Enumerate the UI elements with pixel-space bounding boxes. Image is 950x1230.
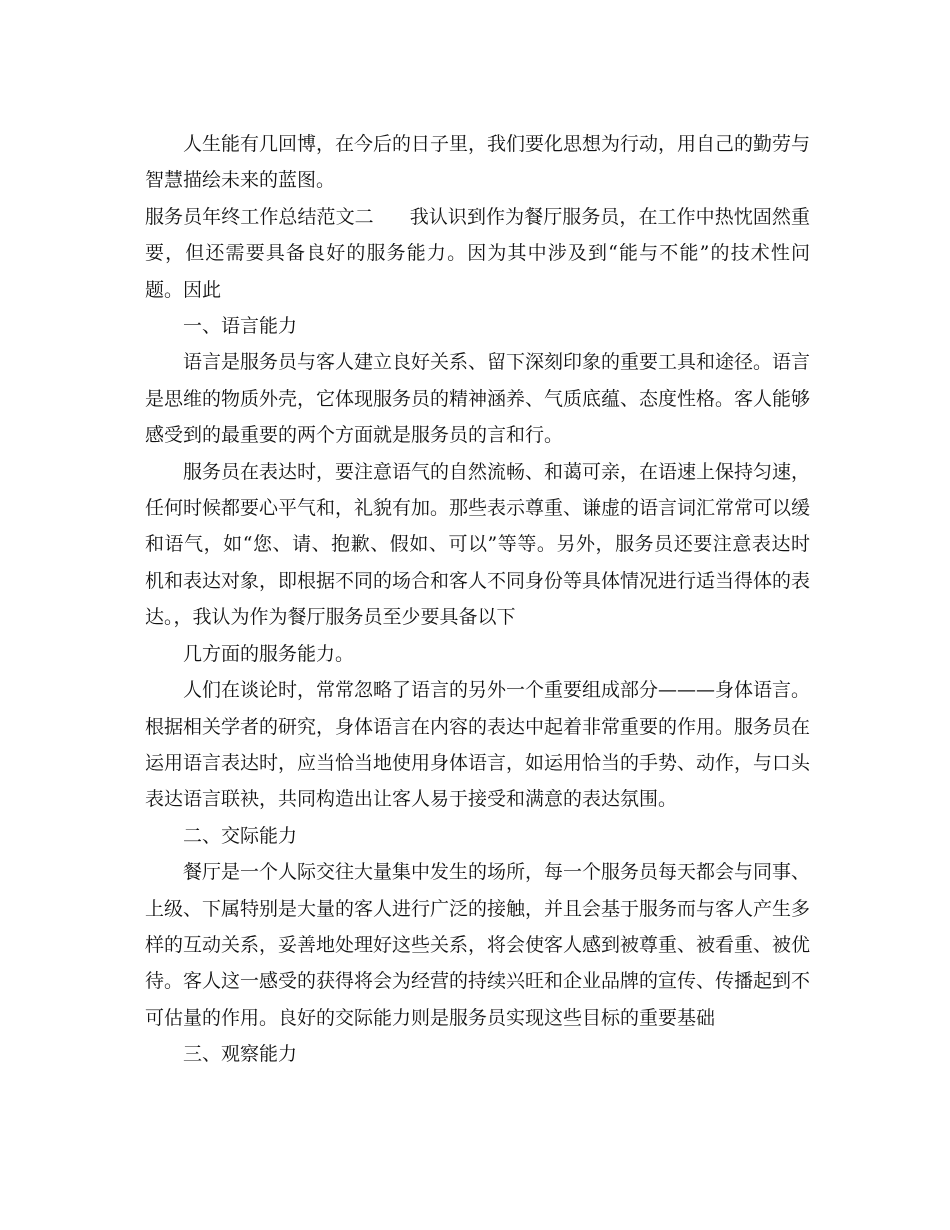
paragraph-9: 餐厅是一个人际交往大量集中发生的场所，每一个服务员每天都会与同事、上级、下属特别是大量的客人进行广泛的接触，并且会基于服务而与客人产生多样的互动关系，妥善地处理好这些关系，将会使客人感到被尊重、被看重、被优待。客人这一感受的获得将会为经营的持续兴旺和企业品牌的宣传、传播起到不可估量的作用。良好的交际能力则是服务员实现这些目标的重要基础 [145,861,811,1029]
section-title: 服务员年终工作总结范文二 [145,205,374,228]
heading-observation-ability: 三、观察能力 [183,1043,298,1066]
paragraph-7: 人们在谈论时，常常忽略了语言的另外一个重要组成部分———身体语言。根据相关学者的研究，身体语言在内容的表达中起着非常重要的作用。服务员在运用语言表达时，应当恰当地使用身体语言，如运用恰当的手势、动作，与口头表达语言联袂，共同构造出让客人易于接受和满意的表达氛围。 [145,679,811,811]
paragraph-4: 语言是服务员与客人建立良好关系、留下深刻印象的重要工具和途径。语言是思维的物质外壳，它体现服务员的精神涵养、气质底蕴、态度性格。客人能够感受到的最重要的两个方面就是服务员的言和行。 [145,351,811,447]
paragraph-6: 几方面的服务能力。 [183,642,355,665]
paragraph-2 [145,199,810,308]
paragraph-5: 服务员在表达时，要注意语气的自然流畅、和蔼可亲，在语速上保持匀速，任何时候都要心平气和，礼貌有加。那些表示尊重、谦虚的语言词汇常常可以缓和语气，如“您、请、抱歉、假如、可以”等等。另外，服务员还要注意表达时机和表达对象，即根据不同的场合和客人不同身份等具体情况进行适当得体的表达。，我认为作为餐厅服务员至少要具备以下 [145,460,811,629]
paragraph-2-text: 我认识到作为餐厅服务员，在工作中热忱固然重要，但还需要具备良好的服务能力。因为其中涉及到“能与不能”的技术性问题。因此 [145,205,810,301]
heading-language-ability: 一、语言能力 [183,315,298,338]
document-body [145,126,810,1073]
paragraph-1: 人生能有几回博，在今后的日子里，我们要化思想为行动，用自己的勤劳与智慧描绘未来的蓝图。 [145,133,811,192]
heading-social-ability: 二、交际能力 [183,824,298,847]
